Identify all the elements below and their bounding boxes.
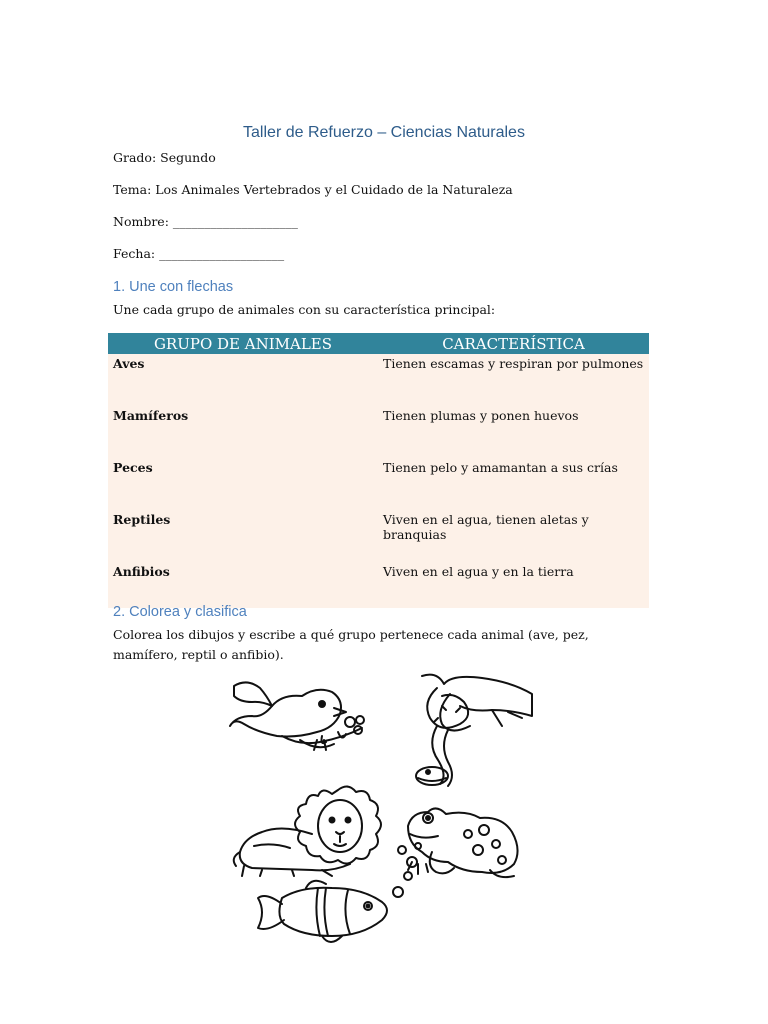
column-header-group: GRUPO DE ANIMALES: [108, 333, 378, 354]
table-row: [108, 406, 649, 458]
date-line: Fecha: ____________________: [113, 246, 285, 261]
group-cell: Aves: [108, 354, 378, 406]
group-cell: Mamíferos: [108, 406, 378, 458]
feature-cell: Viven en el agua y en la tierra: [378, 562, 649, 608]
group-cell: Anfibios: [108, 562, 378, 608]
grade-line: Grado: Segundo: [113, 150, 216, 165]
table-header-row: [108, 333, 649, 354]
section-1-instruction: Une cada grupo de animales con su característica principal:: [113, 302, 496, 317]
group-cell: Reptiles: [108, 510, 378, 562]
table-row: [108, 354, 649, 406]
matching-table: [108, 333, 649, 608]
group-cell: Peces: [108, 458, 378, 510]
column-header-feature: CARACTERÍSTICA: [378, 333, 649, 354]
section-2-instruction: Colorea los dibujos y escribe a qué grupo pertenece cada animal (ave, pez, mamífero, reptil o anfibio).: [113, 627, 589, 662]
animals-coloring-image: [222, 666, 544, 961]
frog-drawing: [408, 808, 518, 877]
table-row: [108, 510, 649, 562]
page-title: Taller de Refuerzo – Ciencias Naturales: [243, 124, 525, 141]
snake-drawing: [416, 675, 532, 786]
section-2-heading: 2. Colorea y clasifica: [113, 604, 247, 620]
table-row: [108, 458, 649, 510]
name-line: Nombre: ____________________: [113, 214, 298, 229]
section-1-heading: 1. Une con flechas: [113, 279, 234, 295]
lion-drawing: [234, 786, 381, 876]
fish-drawing: [258, 843, 421, 942]
feature-cell: Viven en el agua, tienen aletas y branquias: [378, 510, 649, 562]
feature-cell: Tienen escamas y respiran por pulmones: [378, 354, 649, 406]
table-row: [108, 562, 649, 608]
topic-line: Tema: Los Animales Vertebrados y el Cuidado de la Naturaleza: [113, 182, 513, 197]
feature-cell: Tienen plumas y ponen huevos: [378, 406, 649, 458]
bird-drawing: [230, 682, 364, 750]
feature-cell: Tienen pelo y amamantan a sus crías: [378, 458, 649, 510]
